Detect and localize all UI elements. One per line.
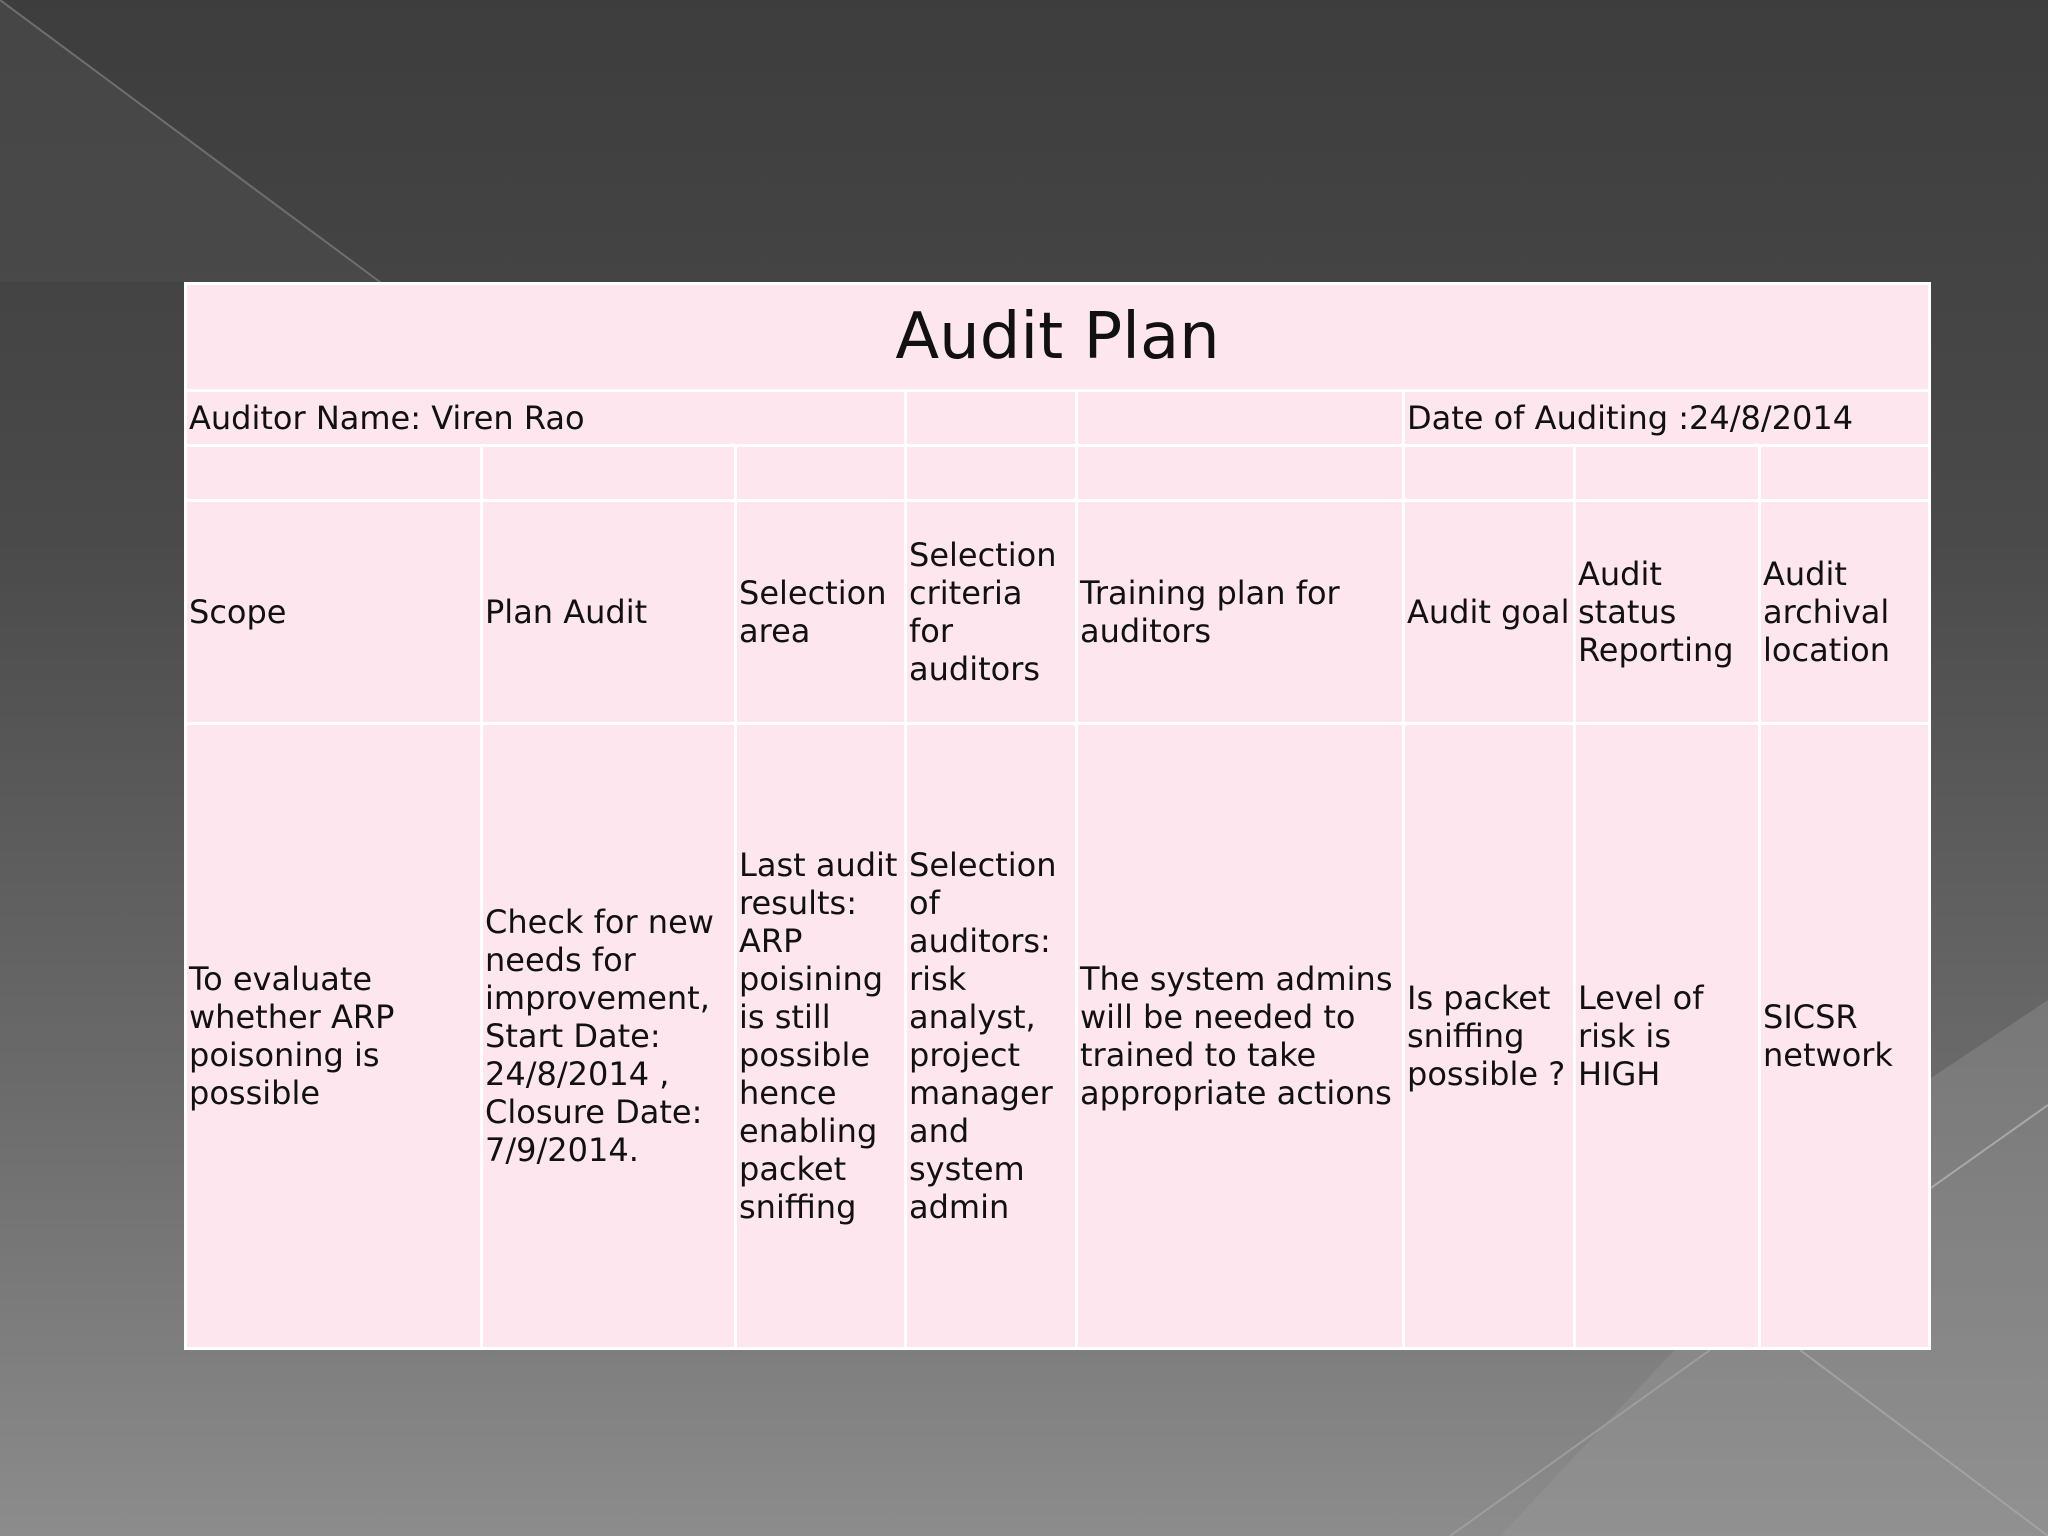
table-cell: Check for new needs for improvement, Start Date: 24/8/2014 , Closure Date: 7/9/2014. <box>482 724 736 1349</box>
title-row <box>186 284 1930 391</box>
auditor-name: Auditor Name: Viren Rao <box>186 391 906 446</box>
empty-cell <box>1077 446 1404 501</box>
empty-cell <box>736 446 906 501</box>
table-cell: To evaluate whether ARP poisoning is possible <box>186 724 482 1349</box>
column-header: Selection criteria for auditors <box>906 501 1077 724</box>
column-header: Audit status Reporting <box>1575 501 1760 724</box>
column-header: Selection area <box>736 501 906 724</box>
column-header: Training plan for auditors <box>1077 501 1404 724</box>
column-header: Audit goal <box>1404 501 1575 724</box>
empty-row <box>186 446 1930 501</box>
table-cell: Is packet sniffing possible ? <box>1404 724 1575 1349</box>
audit-plan-table <box>184 282 1931 1350</box>
date-of-auditing: Date of Auditing :24/8/2014 <box>1404 391 1930 446</box>
table-cell: SICSR network <box>1760 724 1930 1349</box>
empty-cell <box>186 446 482 501</box>
header-row <box>186 501 1930 724</box>
column-header: Audit archival location <box>1760 501 1930 724</box>
table-title: Audit Plan <box>186 284 1930 391</box>
table-row <box>186 724 1930 1349</box>
empty-cell <box>482 446 736 501</box>
empty-cell <box>1404 446 1575 501</box>
column-header: Scope <box>186 501 482 724</box>
column-header: Plan Audit <box>482 501 736 724</box>
empty-cell <box>906 446 1077 501</box>
meta-empty-cell <box>906 391 1077 446</box>
table-cell: The system admins will be needed to trained to take appropriate actions <box>1077 724 1404 1349</box>
table-cell: Last audit results: ARP poisining is still possible hence enabling packet sniffing <box>736 724 906 1349</box>
meta-row <box>186 391 1930 446</box>
empty-cell <box>1760 446 1930 501</box>
table-cell: Level of risk is HIGH <box>1575 724 1760 1349</box>
empty-cell <box>1575 446 1760 501</box>
meta-empty-cell <box>1077 391 1404 446</box>
table-cell: Selection of auditors: risk analyst, project manager and system admin <box>906 724 1077 1349</box>
